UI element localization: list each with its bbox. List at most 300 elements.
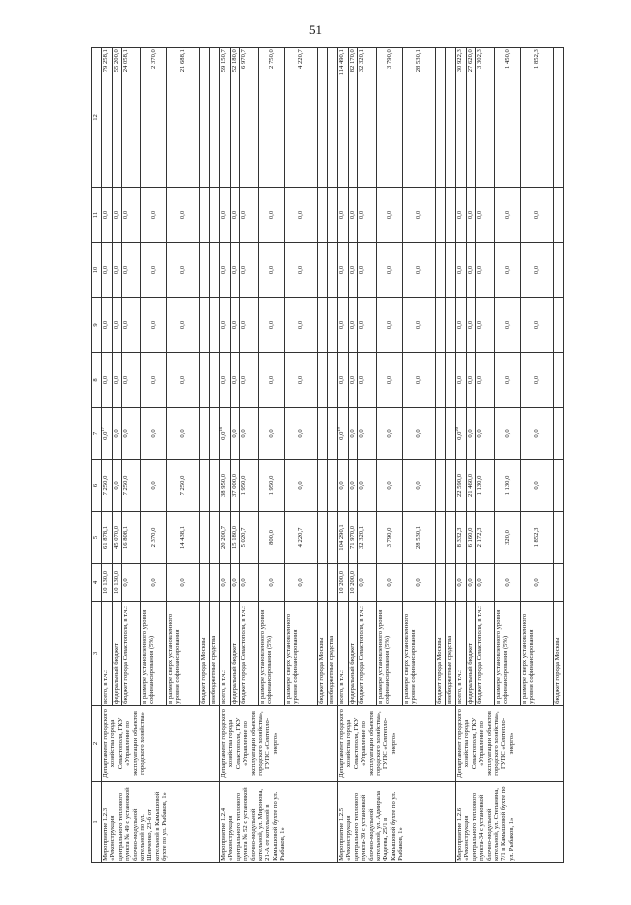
value-text: 0,0: [220, 578, 227, 587]
value-cell: [476, 353, 495, 408]
value-cell: [102, 460, 113, 512]
value-cell: [495, 460, 521, 512]
value-cell: [122, 460, 141, 512]
table-row: [220, 48, 231, 863]
value-cell: [436, 408, 446, 460]
value-cell: [220, 298, 231, 353]
value-cell: [210, 353, 220, 408]
col-number: 7: [92, 408, 102, 460]
value-cell: [403, 48, 436, 188]
value-text: 0,0: [267, 578, 275, 587]
value-cell: [220, 512, 231, 564]
value-text: 0,0: [415, 429, 423, 438]
value-cell: [521, 564, 554, 602]
value-text: 0,0: [385, 375, 393, 385]
value-cell: [403, 298, 436, 353]
value-text: 0,0: [231, 320, 238, 330]
value-cell: [436, 460, 446, 512]
value-cell: [554, 408, 564, 460]
value-cell: [349, 564, 358, 602]
value-cell: [554, 460, 564, 512]
value-cell: [554, 188, 564, 243]
value-cell: [521, 48, 554, 188]
value-text: 30 922,3: [456, 49, 463, 73]
value-text: 0,0: [240, 265, 247, 275]
value-cell: [377, 353, 403, 408]
value-cell: [436, 188, 446, 243]
value-text: 0,0: [113, 375, 120, 385]
value-cell: [113, 48, 122, 188]
value-cell: [285, 512, 318, 564]
value-text: 0,0: [349, 265, 356, 275]
value-cell: [358, 298, 377, 353]
value-cell: [141, 460, 167, 512]
value-text: 0,0: [179, 320, 187, 330]
value-cell: [122, 243, 141, 298]
value-text: 0,0: [122, 265, 129, 275]
value-text: 2 370,0: [149, 49, 157, 69]
value-text: 0,0: [358, 578, 365, 587]
value-text: 0,0: [385, 429, 393, 438]
value-text: 1 950,0: [240, 475, 247, 496]
value-text: 61 878,1: [102, 525, 109, 550]
value-text: 0,0: [297, 320, 305, 330]
value-cell: [521, 460, 554, 512]
value-text: 0,0: [122, 578, 129, 587]
value-text: 0,0: [122, 320, 129, 330]
value-cell: [200, 243, 210, 298]
value-cell: [259, 48, 285, 188]
value-text: 0,0: [467, 429, 474, 438]
value-text: 0,0: [220, 320, 227, 330]
executor-cell: Департамент городского хозяйства города Севастополя, ГКУ «Управление по эксплуатации объектов городского хозяйства», ГУПС «Севтепло-энерго»: [456, 706, 564, 782]
value-text: 0,0: [267, 429, 275, 438]
value-text: 2 370,0: [149, 527, 157, 548]
value-cell: [467, 298, 476, 353]
value-cell: [495, 564, 521, 602]
col-number: 6: [92, 460, 102, 512]
value-cell: [259, 298, 285, 353]
value-text: 27 620,0: [467, 49, 474, 73]
value-text: 0,0: [385, 320, 393, 330]
value-cell: [456, 353, 467, 408]
value-text: 59 150,7: [220, 49, 227, 73]
value-text: 4 220,7: [297, 49, 305, 69]
value-cell: [99, 408, 113, 460]
value-cell: [338, 298, 349, 353]
value-cell: [377, 48, 403, 188]
col-number: 10: [92, 243, 102, 298]
value-text: 0,0: [415, 481, 423, 490]
value-cell: [521, 188, 554, 243]
value-text: 0,0: [179, 210, 187, 220]
value-cell: [318, 188, 328, 243]
funding-source-cell: в размере сверх установленного уровня софинансирования: [167, 602, 200, 706]
funding-source-cell: бюджет города Москвы: [554, 602, 564, 706]
value-cell: [377, 564, 403, 602]
value-text: 8 332,3: [456, 527, 463, 548]
value-cell: [495, 353, 521, 408]
value-cell: [328, 353, 338, 408]
value-cell: [210, 188, 220, 243]
value-text: 0,0: [122, 429, 129, 438]
value-cell: [456, 243, 467, 298]
value-cell: [167, 512, 200, 564]
value-text: 0,0: [456, 431, 463, 440]
value-text: 0,0: [231, 210, 238, 220]
value-cell: [122, 188, 141, 243]
value-cell: [141, 512, 167, 564]
value-text: 7 250,0: [179, 475, 187, 496]
value-text: 0,0: [467, 375, 474, 385]
value-text: 0,0: [240, 320, 247, 330]
value-text: 0,0: [231, 578, 238, 587]
value-cell: [476, 298, 495, 353]
value-cell: [403, 243, 436, 298]
value-text: 0,0: [415, 210, 423, 220]
value-cell: [495, 512, 521, 564]
value-cell: [113, 512, 122, 564]
funding-source-cell: бюджет города Москвы: [318, 602, 328, 706]
value-cell: [338, 512, 349, 564]
value-cell: [220, 460, 231, 512]
value-cell: [554, 48, 564, 188]
value-cell: [220, 243, 231, 298]
value-cell: [436, 298, 446, 353]
value-text: 21 460,0: [467, 473, 474, 498]
value-cell: [102, 48, 113, 188]
value-cell: [200, 408, 210, 460]
table-row: [456, 48, 467, 863]
value-cell: [240, 408, 259, 460]
value-cell: [467, 243, 476, 298]
value-text: 0,0: [122, 210, 129, 220]
value-cell: [403, 188, 436, 243]
value-text: 0,0: [415, 265, 423, 275]
value-text: 52 180,0: [231, 49, 238, 73]
value-cell: [403, 460, 436, 512]
value-text: 38 950,0: [220, 473, 227, 498]
value-text: 0,0: [113, 429, 120, 438]
funding-source-cell: внебюджетные средства: [328, 602, 338, 706]
value-cell: [358, 48, 377, 188]
value-cell: [210, 48, 220, 188]
value-cell: [554, 564, 564, 602]
value-cell: [259, 188, 285, 243]
value-cell: [436, 48, 446, 188]
value-text: 0,0: [349, 320, 356, 330]
value-cell: [231, 512, 240, 564]
col-number: 12: [92, 48, 102, 188]
value-cell: [554, 512, 564, 564]
funding-source-cell: в размере установленного уровня софинансирования (5%): [377, 602, 403, 706]
value-text: 0,0: [358, 320, 365, 330]
value-cell: [446, 188, 456, 243]
value-text: 0,0: [415, 375, 423, 385]
value-text: 0,0: [231, 265, 238, 275]
funding-source-cell: в размере установленного уровня софинансирования (5%): [141, 602, 167, 706]
value-cell: [240, 512, 259, 564]
value-text: 55 200,0: [113, 49, 120, 73]
value-text: 7 250,0: [122, 475, 129, 496]
funding-source-cell: бюджет города Севастополя, в т.ч.:: [358, 602, 377, 706]
value-text: 10 130,0: [113, 570, 120, 595]
value-cell: [436, 512, 446, 564]
col-number: 9: [92, 298, 102, 353]
value-cell: [377, 298, 403, 353]
value-cell: [349, 188, 358, 243]
value-text: 0,0: [467, 265, 474, 275]
value-cell: [240, 48, 259, 188]
value-text: 0,0: [358, 210, 365, 220]
funding-source-cell: бюджет города Севастополя, в т.ч.:: [476, 602, 495, 706]
value-cell: [358, 188, 377, 243]
table-row: [102, 48, 113, 863]
col-number: 2: [92, 706, 102, 782]
value-cell: [217, 408, 231, 460]
value-text: 0,0: [456, 210, 463, 220]
value-text: 0,0: [349, 429, 356, 438]
value-text: 22 590,0: [456, 473, 463, 498]
table-row: [338, 48, 349, 863]
value-text: 28 530,1: [415, 49, 423, 73]
executor-cell: Департамент городского хозяйства города Севастополя, ГКУ «Управление по эксплуатации объектов городского хозяйства»: [102, 706, 220, 782]
value-text: 0,0: [456, 375, 463, 385]
value-text: 0,0: [533, 210, 541, 220]
value-cell: [113, 243, 122, 298]
value-cell: [210, 298, 220, 353]
value-cell: [200, 512, 210, 564]
value-cell: [285, 48, 318, 188]
funding-source-cell: федеральный бюджет: [231, 602, 240, 706]
budget-table: [91, 47, 564, 863]
value-cell: [521, 353, 554, 408]
value-cell: [285, 353, 318, 408]
value-text: 0,0: [358, 265, 365, 275]
funding-source-cell: внебюджетные средства: [446, 602, 456, 706]
value-cell: [113, 408, 122, 460]
value-cell: [377, 243, 403, 298]
value-cell: [349, 408, 358, 460]
value-text: 0,0: [533, 265, 541, 275]
value-text: 114 490,1: [338, 49, 345, 76]
value-text: 0,0: [476, 429, 483, 438]
value-text: 0,0: [240, 429, 247, 438]
column-number-row: [92, 48, 102, 863]
value-cell: [467, 564, 476, 602]
value-text: 15 180,0: [231, 525, 238, 550]
value-cell: [285, 408, 318, 460]
value-cell: [476, 564, 495, 602]
value-cell: [318, 243, 328, 298]
value-cell: [220, 353, 231, 408]
value-cell: [446, 353, 456, 408]
value-text: 0,0: [533, 320, 541, 330]
funding-source-cell: в размере сверх установленного уровня софинансирования: [521, 602, 554, 706]
value-text: 0,0: [122, 375, 129, 385]
value-cell: [122, 512, 141, 564]
value-cell: [240, 243, 259, 298]
value-text: 0,0: [456, 578, 463, 587]
value-text: 0,0: [467, 210, 474, 220]
value-cell: [220, 564, 231, 602]
value-text: 32 320,1: [358, 525, 365, 550]
value-cell: [167, 564, 200, 602]
value-cell: [285, 298, 318, 353]
value-text: 0,0: [533, 481, 541, 490]
value-text: 0,0: [338, 210, 345, 220]
value-text: 3 790,0: [385, 49, 393, 69]
footnote-mark: 20: [453, 427, 459, 432]
value-cell: [436, 564, 446, 602]
funding-source-cell: бюджет города Москвы: [436, 602, 446, 706]
col-number: 4: [92, 564, 102, 602]
value-text: 82 170,0: [349, 49, 356, 73]
value-cell: [200, 298, 210, 353]
value-text: 0,0: [456, 320, 463, 330]
value-text: 71 970,0: [349, 525, 356, 550]
value-cell: [240, 564, 259, 602]
value-cell: [495, 298, 521, 353]
value-cell: [476, 408, 495, 460]
value-cell: [377, 460, 403, 512]
value-cell: [210, 408, 220, 460]
value-cell: [476, 243, 495, 298]
value-cell: [102, 243, 113, 298]
value-cell: [259, 460, 285, 512]
value-text: 0,0: [349, 481, 356, 490]
value-text: 0,0: [503, 210, 511, 220]
executor-cell: Департамент городского хозяйства города Севастополя, ГКУ «Управление по эксплуатации объектов городского хозяйства», ГУПС «Севтепло-энерго»: [338, 706, 456, 782]
value-text: 0,0: [358, 429, 365, 438]
value-text: 0,0: [267, 320, 275, 330]
funding-source-cell: федеральный бюджет: [349, 602, 358, 706]
value-text: 0,0: [149, 320, 157, 330]
value-cell: [403, 408, 436, 460]
value-text: 20 200,7: [220, 525, 227, 550]
value-text: 800,0: [267, 530, 275, 545]
value-text: 0,0: [338, 431, 345, 440]
value-cell: [328, 408, 338, 460]
value-text: 1 852,3: [533, 527, 541, 548]
value-cell: [231, 243, 240, 298]
value-text: 0,0: [476, 265, 483, 275]
value-text: 0,0: [385, 265, 393, 275]
value-text: 0,0: [113, 210, 120, 220]
value-text: 0,0: [349, 375, 356, 385]
measure-cell: Мероприятие 1.2.3 «Реконструкция центрального теплового пункта № 49 с установкой блочно-модульной котельной по ул. Шевченко, 23-б от котельной в Камышовой бухте по ул. Рыбаков, 1»: [102, 782, 220, 863]
funding-source-cell: федеральный бюджет: [467, 602, 476, 706]
value-cell: [554, 243, 564, 298]
value-text: 0,0: [267, 210, 275, 220]
value-cell: [436, 353, 446, 408]
value-text: 1 852,3: [533, 49, 541, 69]
table-body: [92, 48, 564, 863]
value-cell: [141, 188, 167, 243]
value-text: 104 290,1: [338, 524, 345, 551]
value-cell: [456, 564, 467, 602]
value-cell: [467, 353, 476, 408]
value-cell: [358, 353, 377, 408]
value-text: 0,0: [102, 375, 109, 385]
value-cell: [113, 298, 122, 353]
value-cell: [102, 298, 113, 353]
value-text: 0,0: [149, 265, 157, 275]
value-cell: [521, 408, 554, 460]
value-cell: [167, 48, 200, 188]
funding-source-cell: бюджет города Севастополя, в т.ч.:: [122, 602, 141, 706]
funding-source-cell: бюджет города Севастополя, в т.ч.:: [240, 602, 259, 706]
value-cell: [113, 353, 122, 408]
value-cell: [231, 564, 240, 602]
value-text: 14 438,1: [179, 525, 187, 550]
value-text: 0,0: [149, 429, 157, 438]
value-cell: [259, 564, 285, 602]
value-cell: [200, 48, 210, 188]
value-cell: [446, 48, 456, 188]
value-cell: [318, 408, 328, 460]
funding-source-cell: всего, в т.ч.:: [338, 602, 349, 706]
value-text: 0,0: [456, 265, 463, 275]
value-text: 320,0: [503, 530, 511, 545]
value-cell: [113, 188, 122, 243]
value-cell: [141, 48, 167, 188]
value-cell: [338, 48, 349, 188]
value-cell: [259, 512, 285, 564]
value-text: 0,0: [149, 578, 157, 587]
value-text: 0,0: [297, 429, 305, 438]
value-text: 0,0: [338, 320, 345, 330]
value-text: 0,0: [338, 375, 345, 385]
value-cell: [141, 298, 167, 353]
value-text: 0,0: [102, 265, 109, 275]
value-cell: [122, 408, 141, 460]
value-cell: [377, 512, 403, 564]
value-text: 0,0: [179, 265, 187, 275]
value-cell: [335, 408, 349, 460]
value-cell: [521, 298, 554, 353]
value-cell: [210, 564, 220, 602]
value-cell: [446, 564, 456, 602]
value-text: 2 172,3: [476, 527, 483, 548]
value-text: 4 220,7: [297, 527, 305, 548]
value-cell: [358, 460, 377, 512]
value-cell: [328, 564, 338, 602]
value-cell: [554, 353, 564, 408]
value-text: 0,0: [467, 578, 474, 587]
col-number: 11: [92, 188, 102, 243]
value-cell: [167, 353, 200, 408]
funding-source-cell: в размере установленного уровня софинансирования (5%): [259, 602, 285, 706]
value-text: 0,0: [179, 578, 187, 587]
value-text: 0,0: [220, 265, 227, 275]
value-text: 32 320,1: [358, 49, 365, 73]
funding-source-cell: всего, в т.ч.:: [102, 602, 113, 706]
value-text: 28 530,1: [415, 525, 423, 550]
value-cell: [467, 408, 476, 460]
value-cell: [495, 48, 521, 188]
rotated-table-frame: [91, 48, 588, 863]
value-cell: [349, 48, 358, 188]
value-cell: [338, 564, 349, 602]
value-cell: [167, 243, 200, 298]
value-cell: [467, 48, 476, 188]
value-text: 0,0: [240, 375, 247, 385]
value-text: 10 200,0: [349, 570, 356, 595]
value-text: 3 790,0: [385, 527, 393, 548]
value-text: 0,0: [113, 265, 120, 275]
value-text: 0,0: [113, 481, 120, 490]
